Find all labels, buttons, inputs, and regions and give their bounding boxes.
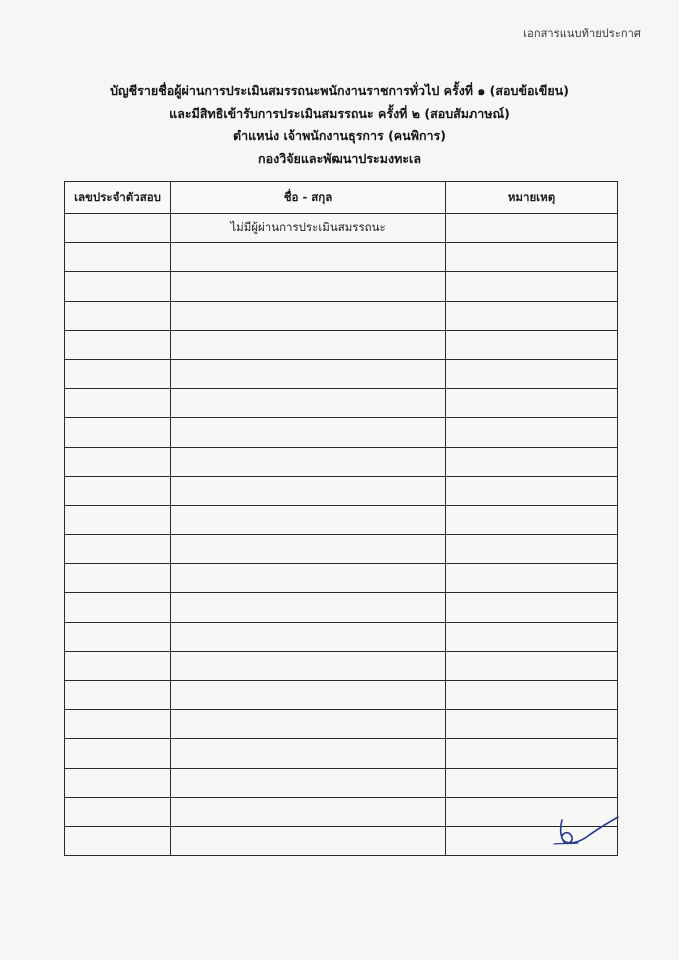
- table-cell-name: [171, 768, 446, 797]
- table-row: [65, 359, 618, 388]
- table-cell-name: [171, 418, 446, 447]
- document-heading: [0, 80, 679, 170]
- table-cell-remark: [446, 359, 618, 388]
- table-cell-exam-id: [65, 243, 171, 272]
- table-cell-name: [171, 243, 446, 272]
- table-row: [65, 564, 618, 593]
- signature-mark: [548, 814, 620, 848]
- column-header-name: ชื่อ - สกุล: [171, 182, 446, 214]
- table-row: [65, 797, 618, 826]
- table-row: [65, 710, 618, 739]
- table-row: [65, 447, 618, 476]
- table-row: [65, 622, 618, 651]
- table-cell-remark: [446, 418, 618, 447]
- table-cell-exam-id: [65, 593, 171, 622]
- table-cell-exam-id: [65, 214, 171, 243]
- table-cell-exam-id: [65, 710, 171, 739]
- column-header-remark: หมายเหตุ: [446, 182, 618, 214]
- table-cell-name: [171, 797, 446, 826]
- table-row: [65, 272, 618, 301]
- table-cell-remark: [446, 535, 618, 564]
- table-header-row: [65, 182, 618, 214]
- table-cell-remark: [446, 681, 618, 710]
- table-cell-name: [171, 505, 446, 534]
- table-cell-exam-id: [65, 739, 171, 768]
- title-line-2: และมีสิทธิเข้ารับการประเมินสมรรถนะ ครั้งที่ ๒ (สอบสัมภาษณ์): [169, 105, 510, 121]
- table-cell-name: [171, 564, 446, 593]
- table-cell-remark: [446, 389, 618, 418]
- table-cell-remark: [446, 622, 618, 651]
- table-cell-name: [171, 535, 446, 564]
- table-cell-exam-id: [65, 651, 171, 680]
- table-cell-name: [171, 301, 446, 330]
- table-cell-name: [171, 681, 446, 710]
- table-row: [65, 651, 618, 680]
- table-cell-name: [171, 622, 446, 651]
- table-cell-exam-id: [65, 418, 171, 447]
- table-row: [65, 739, 618, 768]
- table-cell-remark: [446, 243, 618, 272]
- table-cell-exam-id: [65, 476, 171, 505]
- table-cell-remark: [446, 505, 618, 534]
- candidate-table: [64, 181, 618, 856]
- table-cell-remark: [446, 330, 618, 359]
- table-row: [65, 214, 618, 243]
- table-row: [65, 505, 618, 534]
- table-cell-name: [171, 330, 446, 359]
- table-cell-exam-id: [65, 622, 171, 651]
- table-cell-exam-id: [65, 389, 171, 418]
- title-line-3: ตำแหน่ง เจ้าพนักงานธุรการ (คนพิการ): [233, 128, 446, 143]
- attachment-note: เอกสารแนบท้ายประกาศ: [523, 27, 641, 40]
- table-cell-name: [171, 710, 446, 739]
- table-row: [65, 476, 618, 505]
- table-row: [65, 593, 618, 622]
- table-cell-exam-id: [65, 826, 171, 855]
- table-row: [65, 826, 618, 855]
- table-cell-remark: [446, 272, 618, 301]
- table-cell-remark: [446, 593, 618, 622]
- table-cell-remark: [446, 476, 618, 505]
- table-row: [65, 301, 618, 330]
- table-cell-remark: [446, 768, 618, 797]
- table-cell-exam-id: [65, 505, 171, 534]
- table-cell-exam-id: [65, 447, 171, 476]
- table-cell-name: [171, 447, 446, 476]
- table-cell-remark: [446, 564, 618, 593]
- empty-table-message: ไม่มีผู้ผ่านการประเมินสมรรถนะ: [171, 214, 446, 243]
- table-cell-exam-id: [65, 768, 171, 797]
- table-cell-name: [171, 593, 446, 622]
- table-cell-exam-id: [65, 272, 171, 301]
- table-cell-name: [171, 389, 446, 418]
- table-cell-name: [171, 359, 446, 388]
- table-row: [65, 535, 618, 564]
- table-cell-remark: [446, 214, 618, 243]
- table-cell-exam-id: [65, 330, 171, 359]
- table-cell-remark: [446, 739, 618, 768]
- table-cell-name: [171, 476, 446, 505]
- column-header-exam-id: เลขประจำตัวสอบ: [65, 182, 171, 214]
- title-line-4: กองวิจัยและพัฒนาประมงทะเล: [258, 150, 421, 166]
- table-cell-exam-id: [65, 301, 171, 330]
- table-cell-exam-id: [65, 564, 171, 593]
- table-cell-exam-id: [65, 797, 171, 826]
- table-cell-exam-id: [65, 681, 171, 710]
- table-row: [65, 681, 618, 710]
- table-row: [65, 330, 618, 359]
- table-cell-remark: [446, 651, 618, 680]
- table-row: [65, 418, 618, 447]
- table-cell-remark: [446, 447, 618, 476]
- title-line-1: บัญชีรายชื่อผู้ผ่านการประเมินสมรรถนะพนักงานราชการทั่วไป ครั้งที่ ๑ (สอบข้อเขียน): [110, 83, 569, 98]
- table-cell-name: [171, 739, 446, 768]
- table-cell-remark: [446, 301, 618, 330]
- table-cell-remark: [446, 710, 618, 739]
- table-cell-exam-id: [65, 359, 171, 388]
- table-cell-name: [171, 272, 446, 301]
- table-row: [65, 389, 618, 418]
- table-cell-name: [171, 651, 446, 680]
- table-row: [65, 243, 618, 272]
- table-row: [65, 768, 618, 797]
- table-cell-name: [171, 826, 446, 855]
- table-cell-exam-id: [65, 535, 171, 564]
